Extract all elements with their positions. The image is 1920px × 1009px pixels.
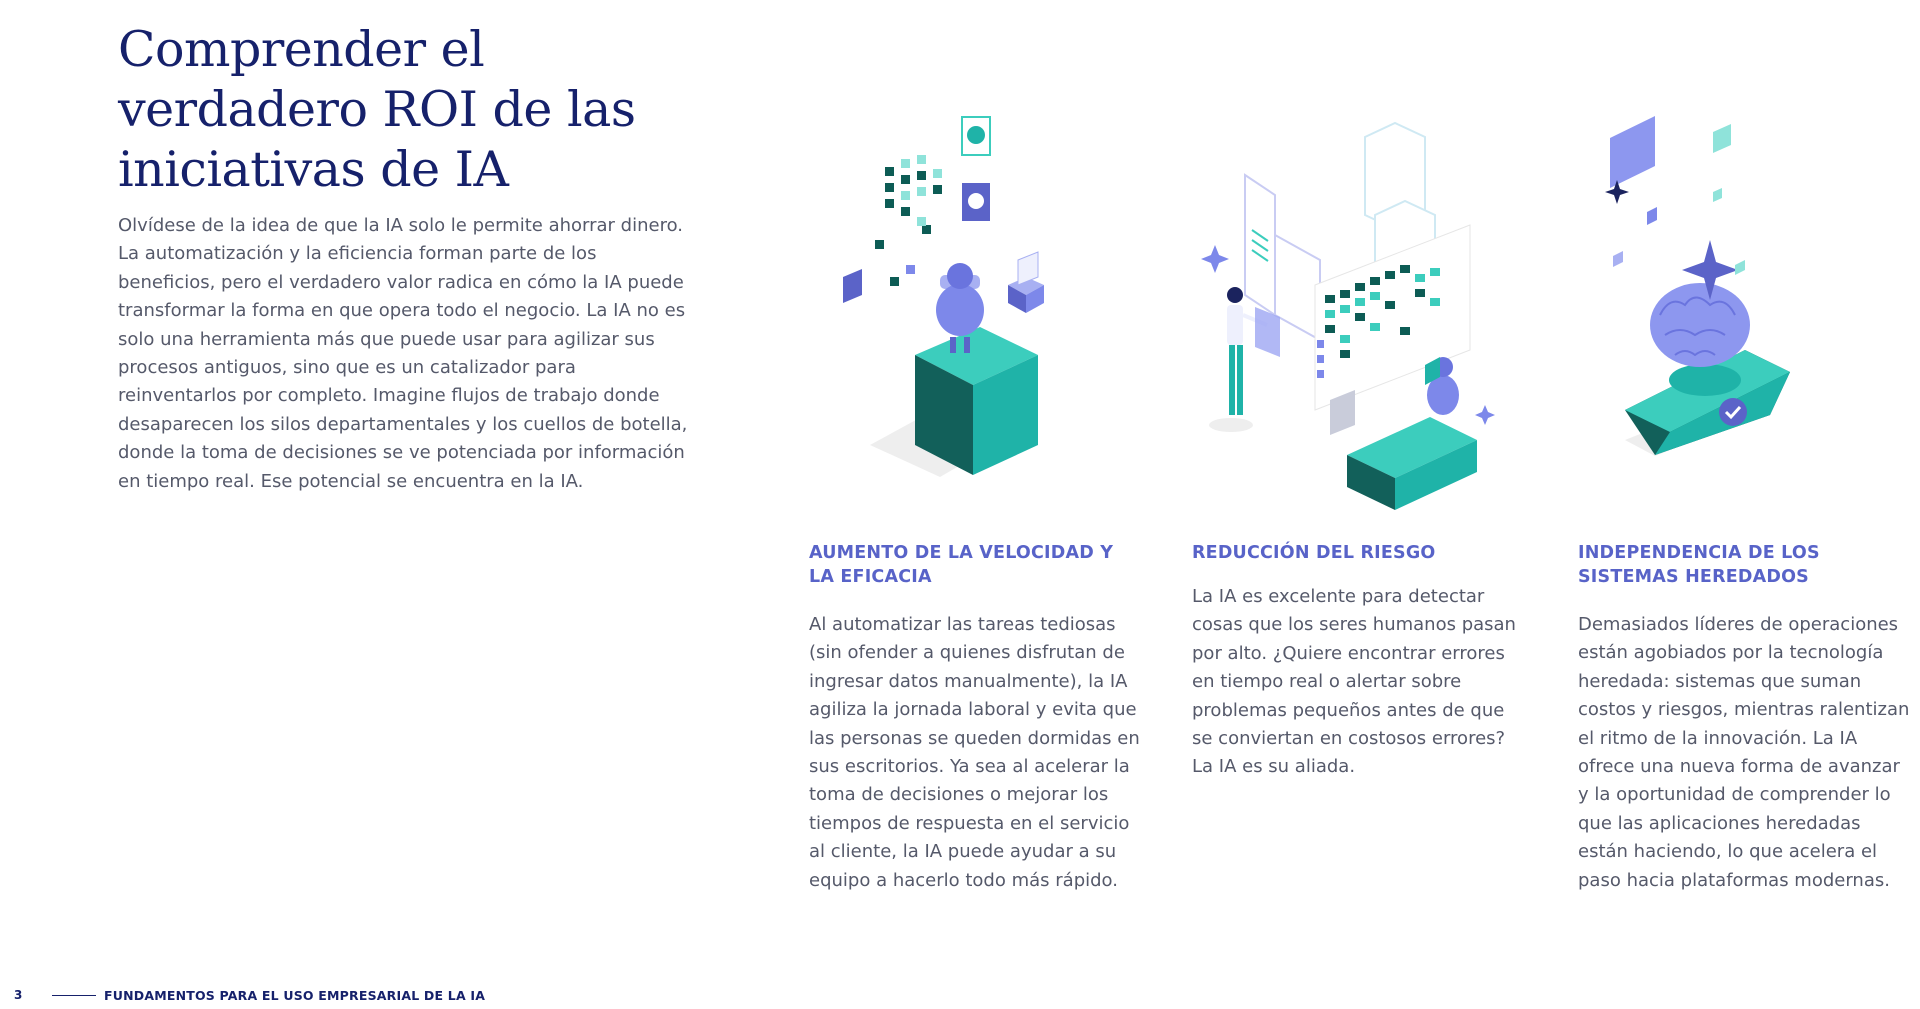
column-body: La IA es excelente para detectar cosas que los seres humanos pasan por alto. ¿Quiere encontrar errores en tiempo real o alertar sobre problemas pequeños antes de que se conviertan en costosos errores? La IA es su aliada. — [1192, 586, 1516, 778]
footer-title: FUNDAMENTOS PARA EL USO EMPRESARIAL DE LA IA — [104, 987, 486, 1003]
footer-divider — [52, 995, 96, 996]
title-line-2: verdadero ROI de las — [118, 81, 636, 138]
intro-paragraph: Olvídese de la idea de que la IA solo le permite ahorrar dinero. La automatización y la eficiencia forman parte de los beneficios, pero el verdadero valor radica en cómo la IA puede transformar la forma en que opera todo el negocio. La IA no es solo una herramienta más que puede usar para agilizar sus procesos antiguos, sino que es un catalizador para reinventarlos por completo. Imagine flujos de trabajo donde desaparecen los silos departamentales y los cuellos de botella, donde la toma de decisiones se ve potenciada por información en tiempo real. Ese potencial se encuentra en la IA. — [118, 215, 688, 492]
column-heading: INDEPENDENCIA DE LOS SISTEMAS HEREDADOS — [1578, 543, 1820, 587]
brain-on-platform-illustration — [1585, 110, 1825, 510]
column-body: Al automatizar las tareas tediosas (sin ofender a quienes disfrutan de ingresar datos manualmente), la IA agiliza la jornada laboral y evita que las personas se queden dormidas en sus escritorios. Ya sea al acelerar la toma de decisiones o mejorar los tiempos de respuesta en el servicio al cliente, la IA puede ayudar a su equipo a hacerlo todo más rápido. — [809, 614, 1140, 891]
column-velocity — [809, 541, 1144, 895]
column-body: Demasiados líderes de operaciones están agobiados por la tecnología heredada: sistemas que suman costos y riesgos, mientras ralentizan el ritmo de la innovación. La IA ofrece una nueva forma de avanzar y la oportunidad de comprender lo que las aplicaciones heredadas están haciendo, lo que acelera el paso hacia plataformas modernas. — [1578, 614, 1910, 891]
column-risk — [1192, 541, 1527, 782]
robot-on-cube-illustration — [830, 105, 1070, 505]
page-footer — [14, 985, 485, 1005]
column-heading: AUMENTO DE LA VELOCIDAD Y LA EFICACIA — [809, 543, 1114, 587]
column-heading: REDUCCIÓN DEL RIESGO — [1192, 543, 1436, 563]
person-and-robot-dashboard-illustration — [1195, 95, 1505, 515]
title-line-1: Comprender el — [118, 21, 485, 78]
page-number: 3 — [14, 988, 23, 1002]
column-legacy — [1578, 541, 1913, 895]
page-title — [118, 20, 718, 200]
title-line-3: iniciativas de IA — [118, 141, 509, 198]
